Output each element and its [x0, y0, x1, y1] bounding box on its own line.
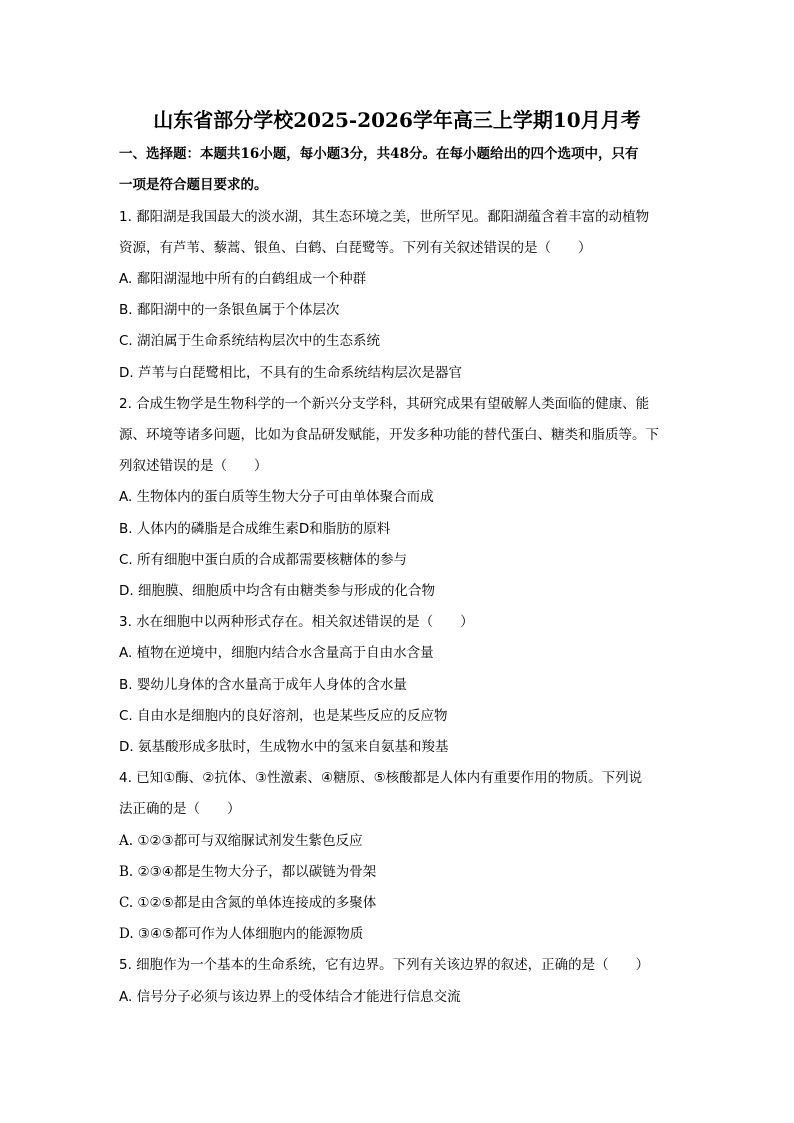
- question-1-stem-line-2: 资源，有芦苇、藜蒿、银鱼、白鹤、白琵鹭等。下列有关叙述错误的是（ ）: [119, 240, 592, 256]
- question-4-option-d: D. ③④⑤都可作为人体细胞内的能源物质: [119, 926, 364, 942]
- question-2-option-a: A. 生物体内的蛋白质等生物大分子可由单体聚合而成: [119, 489, 434, 505]
- question-4-option-c: C. ①②⑤都是由含氮的单体连接成的多聚体: [119, 895, 377, 911]
- question-1-stem-line-1: 1. 鄱阳湖是我国最大的淡水湖，其生态环境之美，世所罕见。鄱阳湖蕴含着丰富的动植物: [119, 209, 650, 225]
- question-1-option-c: C. 湖泊属于生命系统结构层次中的生态系统: [119, 333, 381, 349]
- question-1-option-d: D. 芦苇与白琵鹭相比，不具有的生命系统结构层次是器官: [119, 365, 462, 381]
- section-instructions-line-2: 一项是符合题目要求的。: [119, 177, 268, 193]
- question-4-option-a: A. ①②③都可与双缩脲试剂发生紫色反应: [119, 833, 363, 849]
- question-1-option-b: B. 鄱阳湖中的一条银鱼属于个体层次: [119, 302, 340, 318]
- question-3-option-b: B. 婴幼儿身体的含水量高于成年人身体的含水量: [119, 677, 407, 693]
- question-3-option-d: D. 氨基酸形成多肽时，生成物水中的氢来自氨基和羧基: [119, 739, 449, 755]
- question-4-stem-line-2: 法正确的是（ ）: [119, 801, 241, 817]
- question-5-stem-line-1: 5. 细胞作为一个基本的生命系统，它有边界。下列有关该边界的叙述，正确的是（ ）: [119, 957, 650, 973]
- question-5-option-a: A. 信号分子必须与该边界上的受体结合才能进行信息交流: [119, 989, 461, 1005]
- question-2-stem-line-1: 2. 合成生物学是生物科学的一个新兴分支学科，其研究成果有望破解人类面临的健康、能: [119, 396, 650, 412]
- question-4-option-b: B. ②③④都是生物大分子，都以碳链为骨架: [119, 864, 377, 880]
- question-1-option-a: A. 鄱阳湖湿地中所有的白鹤组成一个种群: [119, 271, 367, 287]
- question-2-stem-line-3: 列叙述错误的是（ ）: [119, 458, 268, 474]
- question-2-option-c: C. 所有细胞中蛋白质的合成都需要核糖体的参与: [119, 552, 408, 568]
- question-3-option-c: C. 自由水是细胞内的良好溶剂，也是某些反应的反应物: [119, 708, 448, 724]
- question-2-option-b: B. 人体内的磷脂是合成维生素D和脂肪的原料: [119, 521, 391, 537]
- question-2-stem-line-2: 源、环境等诸多问题，比如为食品研发赋能，开发多种功能的替代蛋白、糖类和脂质等。下: [119, 427, 659, 443]
- section-instructions-line-1: 一、选择题：本题共16小题，每小题3分，共48分。在每小题给出的四个选项中，只有: [119, 146, 639, 162]
- question-4-stem-line-1: 4. 已知①酶、②抗体、③性激素、④糖原、⑤核酸都是人体内有重要作用的物质。下列说: [119, 770, 643, 786]
- exam-title: 山东省部分学校2025-2026学年高三上学期10月月考: [153, 108, 641, 132]
- question-3-option-a: A. 植物在逆境中，细胞内结合水含量高于自由水含量: [119, 645, 434, 661]
- question-3-stem-line-1: 3. 水在细胞中以两种形式存在。相关叙述错误的是（ ）: [119, 614, 474, 630]
- question-2-option-d: D. 细胞膜、细胞质中均含有由糖类参与形成的化合物: [119, 583, 435, 599]
